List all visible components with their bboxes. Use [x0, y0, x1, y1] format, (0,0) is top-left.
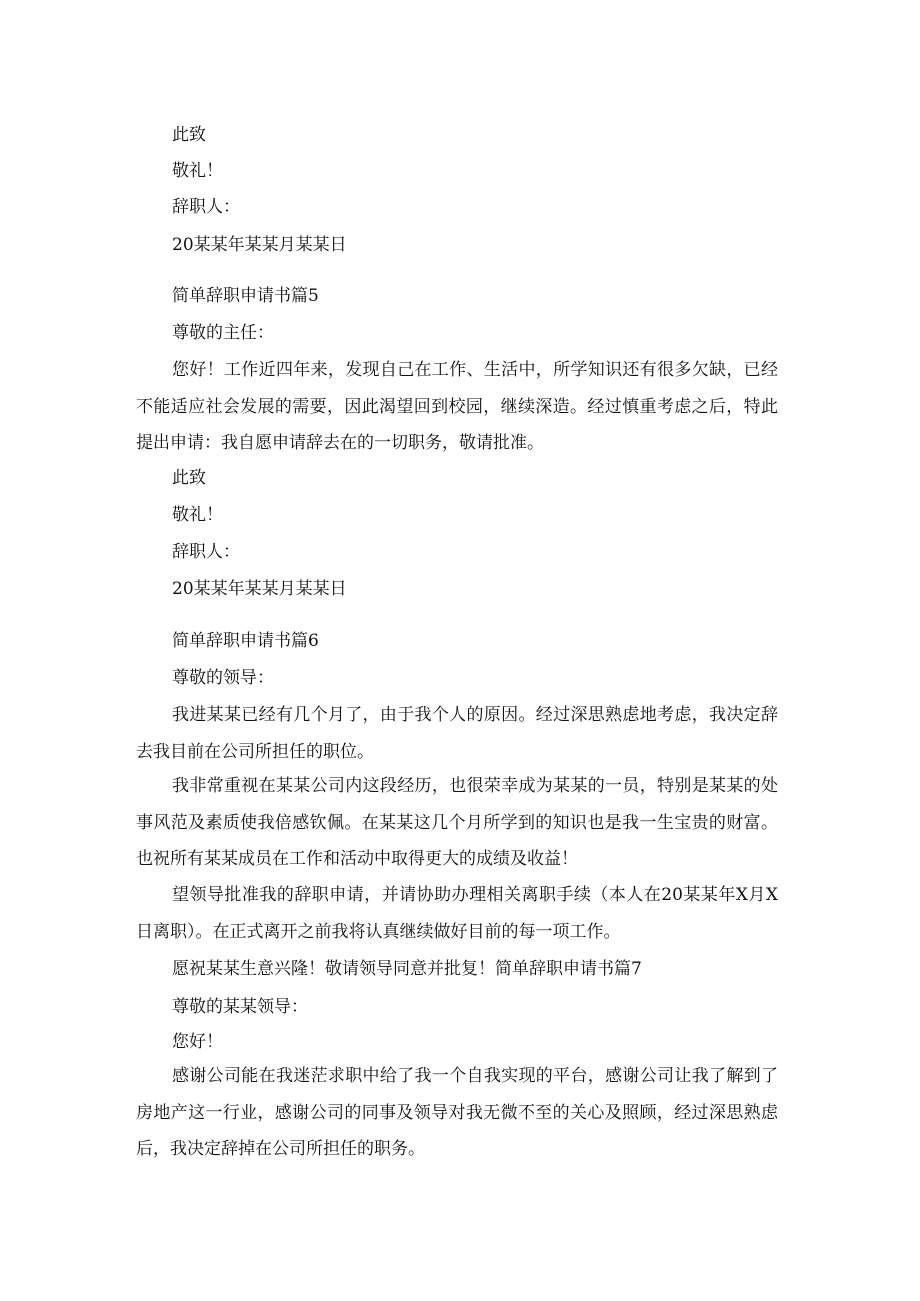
- body-paragraph-6-1: 我进某某已经有几个月了，由于我个人的原因。经过深思熟虑地考虑，我决定辞去我目前在公司所担任的职位。: [136, 705, 778, 762]
- hello-7: 您好！: [172, 1032, 223, 1052]
- date-text-5: 20某某年某某月某某日: [172, 579, 347, 599]
- section-title-6: 简单辞职申请书篇6: [172, 631, 319, 651]
- body-paragraph-6-4: 愿祝某某生意兴隆！敬请领导同意并批复！简单辞职申请书篇7: [172, 959, 642, 979]
- closing-text: 此致: [172, 125, 206, 145]
- body-paragraph-6-2: 我非常重视在某某公司内这段经历，也很荣幸成为某某的一员，特别是某某的处事风范及素质使我倍感钦佩。在某某这几个月所学到的知识也是我一生宝贵的财富。也祝所有某某成员在工作和活动中取得更大的成绩及收益！: [136, 776, 778, 869]
- closing-text-5: 此致: [172, 468, 206, 488]
- section-title-5: 简单辞职申请书篇5: [172, 286, 319, 306]
- salute-text-5: 敬礼！: [172, 505, 223, 525]
- body-paragraph-5: 您好！工作近四年来，发现自己在工作、生活中，所学知识还有很多欠缺，已经不能适应社会发展的需要，因此渴望回到校园，继续深造。经过慎重考虑之后，特此提出申请：我自愿申请辞去在的一切职务，敬请批准。: [136, 360, 778, 453]
- signer-label-5: 辞职人：: [172, 542, 240, 562]
- greeting-6: 尊敬的领导：: [172, 668, 274, 688]
- signer-label: 辞职人：: [172, 197, 240, 217]
- body-paragraph-7-1: 感谢公司能在我迷茫求职中给了我一个自我实现的平台，感谢公司让我了解到了房地产这一行业，感谢公司的同事及领导对我无微不至的关心及照顾，经过深思熟虑后，我决定辞掉在公司所担任的职务。: [136, 1066, 778, 1159]
- salute-text: 敬礼！: [172, 161, 223, 181]
- date-text: 20某某年某某月某某日: [172, 235, 347, 255]
- greeting-7: 尊敬的某某领导：: [172, 997, 308, 1017]
- greeting-5: 尊敬的主任：: [172, 323, 274, 343]
- body-paragraph-6-3: 望领导批准我的辞职申请，并请协助办理相关离职手续（本人在20某某年X月X日离职）。在正式离开之前我将认真继续做好目前的每一项工作。: [136, 885, 778, 942]
